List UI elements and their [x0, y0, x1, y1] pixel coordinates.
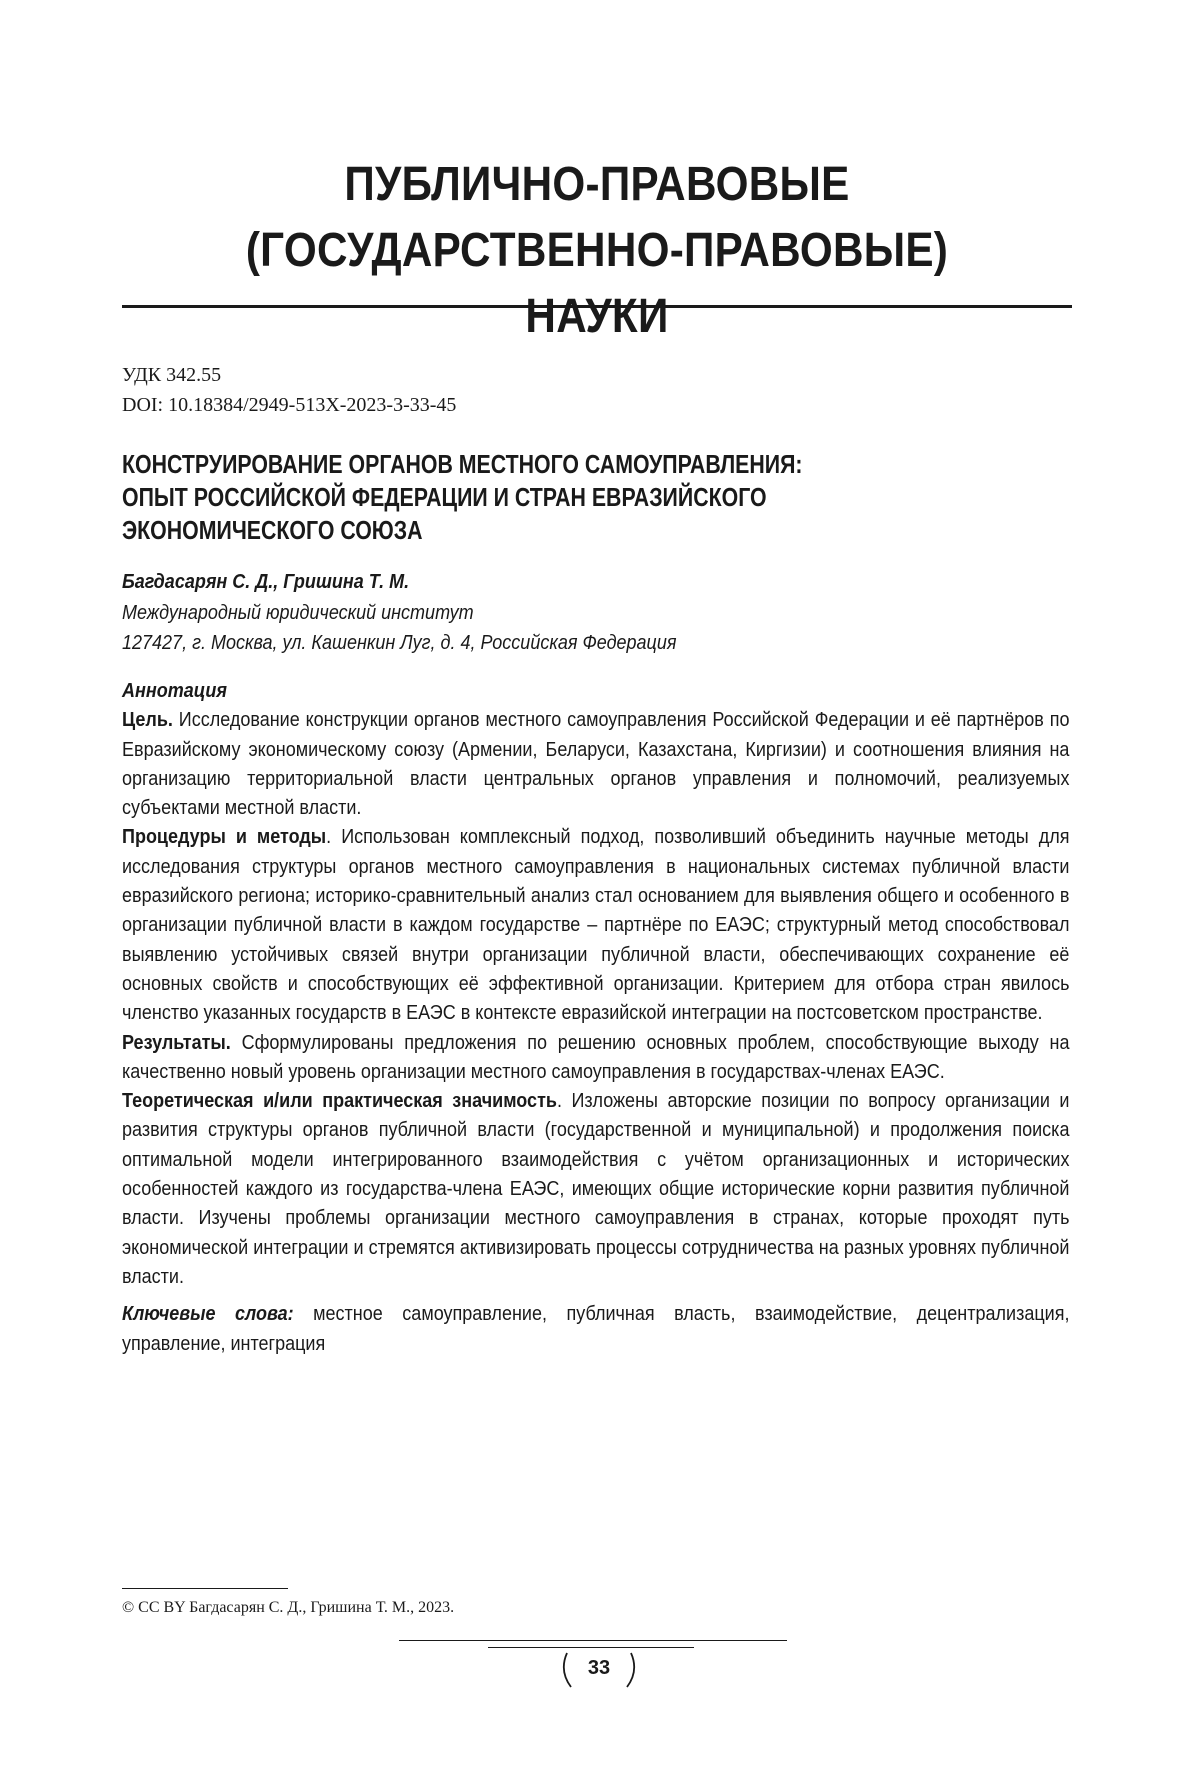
section-header — [179, 152, 1015, 350]
abstract-aim-label: Цель. — [122, 709, 173, 732]
doi-link: DOI: 10.18384/2949-513X-2023-3-33-45 — [122, 394, 457, 416]
article-title-line-2: ОПЫТ РОССИЙСКОЙ ФЕДЕРАЦИИ И СТРАН ЕВРАЗИЙСКОГО — [122, 482, 767, 512]
abstract-results-label: Результаты. — [122, 1031, 231, 1054]
page-footer-rule-short — [488, 1647, 694, 1648]
article-title-line-1: КОНСТРУИРОВАНИЕ ОРГАНОВ МЕСТНОГО САМОУПРАВЛЕНИЯ: — [122, 449, 803, 479]
keywords — [122, 1300, 1069, 1359]
affiliation-name: Международный юридический институт — [122, 602, 474, 624]
article-authors: Багдасарян С. Д., Гришина Т. М. — [122, 571, 410, 593]
section-header-line-2: (ГОСУДАРСТВЕННО-ПРАВОВЫЕ) НАУКИ — [245, 224, 949, 343]
abstract-heading: Аннотация — [122, 680, 228, 702]
keywords-text: местное самоуправление, публичная власть, взаимодействие, децентрализация, управление, интеграция — [122, 1303, 1070, 1355]
author-affiliation-block — [122, 598, 932, 658]
article-metadata — [122, 360, 722, 420]
license-footnote: © CC BY Багдасарян С. Д., Гришина Т. М., 2023. — [122, 1599, 455, 1616]
abstract-significance-text: . Изложены авторские позиции по вопросу организации и развития структуры органов публичной власти (государственной и муниципальной) и продолжения поиска оптимальной модели интегрированного взаимодействия с учётом организационных и исторических особенностей каждого из государства-члена ЕАЭС, имеющих общие исторические корни развития публичной власти. Изучены проблемы организации местного самоуправления в странах, которые проходят путь экономической интеграции и стремятся активизировать процессы сотрудничества на разных уровнях публичной власти. — [122, 1090, 1070, 1288]
abstract-methods-label: Процедуры и методы — [122, 826, 327, 849]
page-number: 33 — [587, 1657, 611, 1679]
abstract-methods — [122, 823, 1069, 1028]
footnote-divider — [122, 1588, 288, 1589]
abstract-significance-label: Теоретическая и/или практическая значимость — [122, 1090, 557, 1113]
abstract-methods-text: . Использован комплексный подход, позволивший объединить научные методы для исследования структуры органов местного самоуправления в национальных системах публичной власти евразийского региона; историко-сравнительный анализ стал основанием для выявления общего и особенного в организации публичной власти в каждом государстве – партнёре по ЕАЭС; структурный метод способствовал выявлению устойчивых связей внутри организации публичной власти, обеспечивающих сохранение её основных свойств и способствующих её эффективной организации. Критерием для отбора стран явилось членство указанных государств в ЕАЭС в контексте евразийской интеграции на постсоветском пространстве. — [122, 826, 1070, 1025]
abstract-significance — [122, 1087, 1069, 1292]
keywords-label: Ключевые слова: — [122, 1303, 294, 1326]
article-title-line-3: ЭКОНОМИЧЕСКОГО СОЮЗА — [122, 515, 423, 545]
affiliation-address: 127427, г. Москва, ул. Кашенкин Луг, д. 4, Российская Федерация — [122, 632, 677, 654]
udc-code: УДК 342.55 — [122, 364, 222, 386]
abstract-results — [122, 1029, 1069, 1088]
abstract — [122, 677, 1069, 1359]
article-title — [122, 448, 885, 547]
page-footer-rule — [399, 1640, 787, 1641]
abstract-results-text: Сформулированы предложения по решению основных проблем, способствующие выходу на качественно новый уровень организации местного самоуправления в государствах-членах ЕАЭС. — [122, 1031, 1070, 1083]
abstract-aim — [122, 706, 1069, 823]
section-divider — [122, 305, 1072, 308]
abstract-aim-text: Исследование конструкции органов местного самоуправления Российской Федерации и её партнёров по Евразийскому экономическому союзу (Армении, Беларуси, Казахстана, Киргизии) и соотношения влияния на организацию территориальной власти центральных органов управления и полномочий, реализуемых субъектами местной власти. — [122, 709, 1070, 820]
page-number-badge — [559, 1651, 639, 1691]
section-header-line-1: ПУБЛИЧНО-ПРАВОВЫЕ — [344, 158, 850, 211]
